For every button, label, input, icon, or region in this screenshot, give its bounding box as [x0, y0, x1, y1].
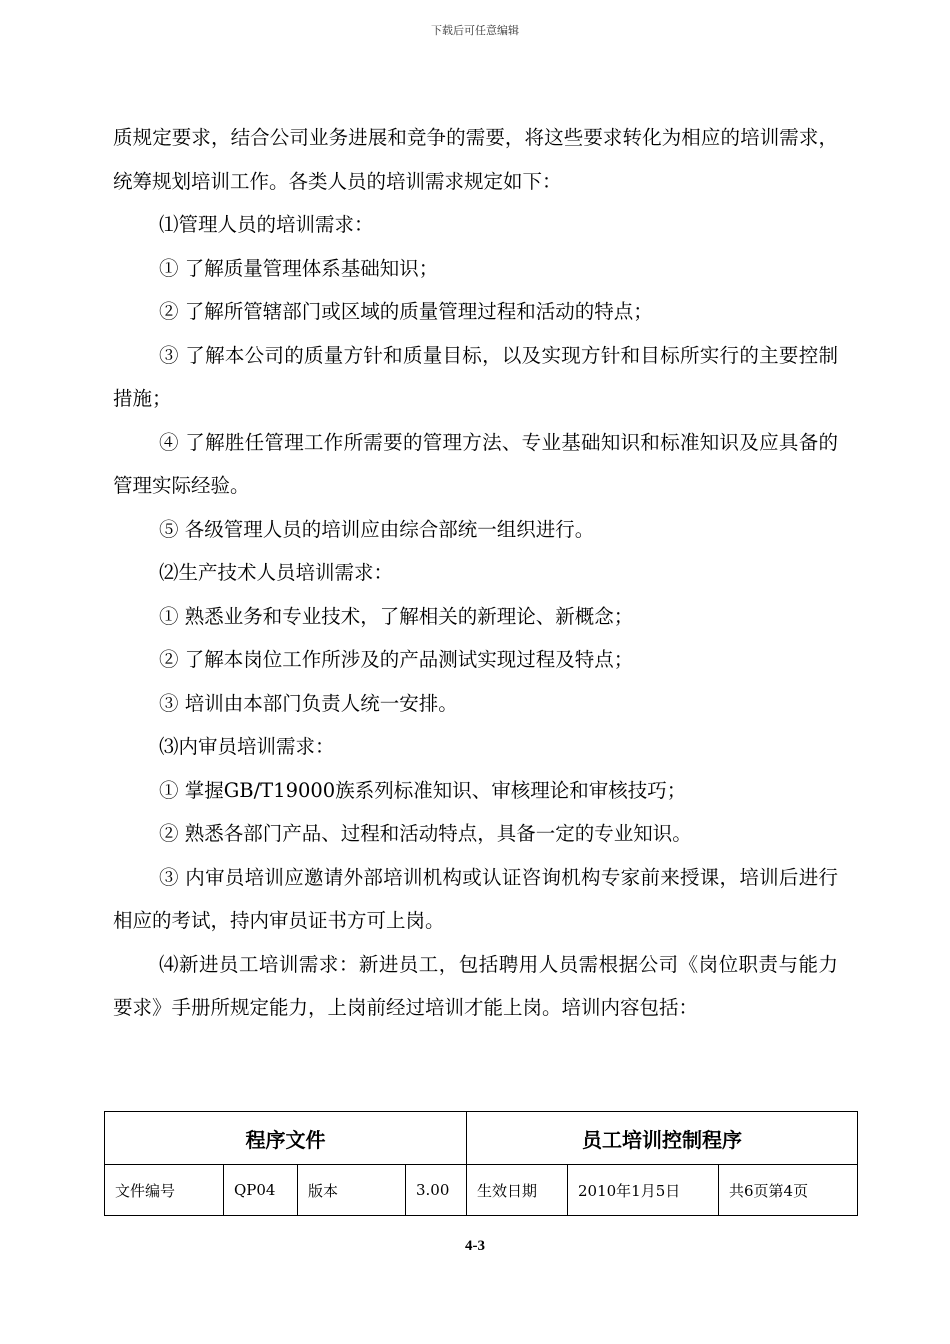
paragraph: 质规定要求，结合公司业务进展和竞争的需要，将这些要求转化为相应的培训需求，统筹规划培训工作。各类人员的培训需求规定如下：: [113, 126, 838, 193]
page-count-value: 共6页第4页: [719, 1165, 858, 1216]
paragraph: ③ 了解本公司的质量方针和质量目标，以及实现方针和目标所实行的主要控制措施；: [113, 343, 838, 410]
effective-date-value: 2010年1月5日: [568, 1165, 719, 1216]
version-label: 版本: [298, 1165, 406, 1216]
effective-date-label: 生效日期: [467, 1165, 568, 1216]
paragraph: ⑶内审员培训需求：: [159, 735, 335, 758]
paragraph: ③ 内审员培训应邀请外部培训机构或认证咨询机构专家前来授课，培训后进行相应的考试，持内审员证书方可上岗。: [113, 865, 838, 932]
paragraph: ⑷新进员工培训需求：新进员工，包括聘用人员需根据公司《岗位职责与能力要求》手册所规定能力，上岗前经过培训才能上岗。培训内容包括：: [113, 952, 838, 1019]
doc-no-label: 文件编号: [105, 1165, 224, 1216]
page-number: 4-3: [465, 1238, 485, 1254]
paragraph: ② 了解本岗位工作所涉及的产品测试实现过程及特点；: [159, 648, 634, 671]
doc-title-cell: 员工培训控制程序: [467, 1112, 858, 1165]
paragraph: ② 了解所管辖部门或区域的质量管理过程和活动的特点；: [159, 300, 653, 323]
version-value: 3.00: [406, 1165, 467, 1216]
paragraph: ② 熟悉各部门产品、过程和活动特点，具备一定的专业知识。: [159, 822, 692, 845]
paragraph: ③ 培训由本部门负责人统一安排。: [159, 691, 458, 715]
doc-no-value: QP04: [224, 1165, 298, 1216]
paragraph: ① 熟悉业务和专业技术，了解相关的新理论、新概念；: [159, 604, 634, 628]
doc-type-cell: 程序文件: [105, 1112, 467, 1165]
body-text: [113, 116, 838, 1030]
paragraph: ④ 了解胜任管理工作所需要的管理方法、专业基础知识和标准知识及应具备的管理实际经验。: [113, 430, 838, 497]
paragraph: ⑵生产技术人员培训需求：: [159, 561, 394, 584]
paragraph: ⑤ 各级管理人员的培训应由综合部统一组织进行。: [159, 517, 595, 541]
paragraph: ① 了解质量管理体系基础知识；: [159, 256, 439, 280]
header-note: 下载后可任意编辑: [431, 24, 519, 37]
paragraph: ⑴管理人员的培训需求：: [159, 213, 374, 236]
paragraph: ① 掌握GB/T19000族系列标准知识、审核理论和审核技巧；: [159, 778, 687, 802]
document-control-table: [104, 1111, 858, 1216]
